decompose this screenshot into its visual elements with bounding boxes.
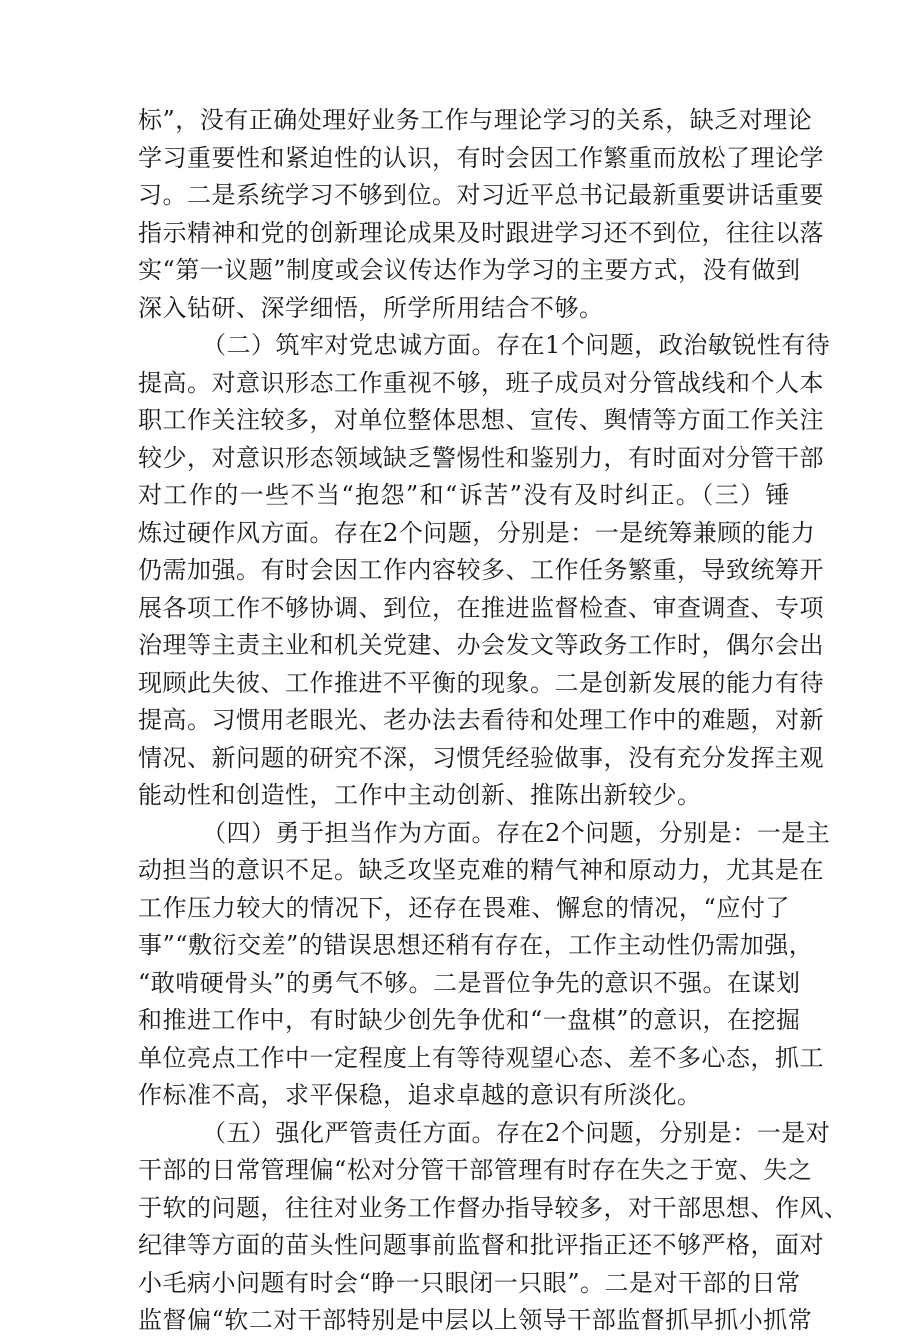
text-line: 和推进工作中，有时缺少创先争优和“一盘棋”的意识，在挖掘 [138, 1006, 801, 1034]
text-line: 事”“敷衍交差”的错误思想还稍有存在，工作主动性仍需加强， [138, 931, 814, 959]
text-line: 于软的问题，往往对业务工作督办指导较多，对干部思想、作风、 [138, 1193, 849, 1222]
text-line: （二）筑牢对党忠诚方面。存在1个问题，政治敏锐性有待 [202, 331, 831, 359]
text-line: 治理等主责主业和机关党建、办会发文等政务工作时，偶尔会出 [138, 631, 824, 659]
text-line: （五）强化严管责任方面。存在2个问题，分别是：一是对 [202, 1118, 831, 1147]
document-body [138, 102, 849, 1340]
text-line: 学习重要性和紧迫性的认识，有时会因工作繁重而放松了理论学 [138, 143, 824, 172]
text-line: 提高。习惯用老眼光、老办法去看待和处理工作中的难题，对新 [138, 706, 824, 734]
text-line: 对工作的一些不当“抱怨”和“诉苦”没有及时纠正。（三）锤 [138, 481, 790, 509]
text-line: 深入钻研、深学细悟，所学所用结合不够。 [138, 293, 604, 322]
text-line: 现顾此失彼、工作推进不平衡的现象。二是创新发展的能力有待 [138, 668, 824, 697]
text-line: 标”，没有正确处理好业务工作与理论学习的关系，缺乏对理论 [138, 106, 813, 134]
text-line: 能动性和创造性，工作中主动创新、推陈出新较少。 [138, 781, 702, 809]
text-line: 动担当的意识不足。缺乏攻坚克难的精气神和原动力，尤其是在 [138, 856, 824, 884]
text-line: 展各项工作不够协调、到位，在推进监督检查、审查调查、专项 [138, 593, 824, 622]
text-line: 提高。对意识形态工作重视不够，班子成员对分管战线和个人本 [138, 368, 824, 397]
text-line: 习。二是系统学习不够到位。对习近平总书记最新重要讲话重要 [138, 181, 824, 209]
text-line: 监督偏“软二对干部特别是中层以上领导干部监督抓早抓小抓常 [138, 1306, 813, 1334]
text-line: 单位亮点工作中一定程度上有等待观望心态、差不多心态，抓工 [138, 1043, 824, 1072]
text-line: 仍需加强。有时会因工作内容较多、工作任务繁重，导致统筹开 [138, 556, 824, 584]
text-line: 较少，对意识形态领域缺乏警惕性和鉴别力，有时面对分管干部 [138, 443, 824, 472]
text-line: “敢啃硬骨头”的勇气不够。二是晋位争先的意识不强。在谋划 [138, 968, 801, 997]
text-line: 炼过硬作风方面。存在2个问题，分别是：一是统筹兼顾的能力 [138, 518, 816, 547]
text-line: 实“第一议题”制度或会议传达作为学习的主要方式，没有做到 [138, 256, 801, 284]
text-line: 纪律等方面的苗头性问题事前监督和批评指正还不够严格，面对 [138, 1231, 824, 1259]
text-line: （四）勇于担当作为方面。存在2个问题，分别是：一是主 [202, 818, 831, 847]
text-line: 情况、新问题的研究不深，习惯凭经验做事，没有充分发挥主观 [138, 743, 824, 772]
text-line: 干部的日常管理偏“松对分管干部管理有时存在失之于宽、失之 [138, 1156, 813, 1184]
text-line: 指示精神和党的创新理论成果及时跟进学习还不到位，往往以落 [138, 218, 824, 247]
text-line: 作标准不高，求平保稳，追求卓越的意识有所淡化。 [138, 1081, 702, 1109]
text-line: 职工作关注较多，对单位整体思想、宣传、舆情等方面工作关注 [138, 406, 824, 434]
text-line: 小毛病小问题有时会“睁一只眼闭一只眼”。二是对干部的日常 [138, 1268, 801, 1297]
text-line: 工作压力较大的情况下，还存在畏难、懈怠的情况，“应付了 [138, 893, 790, 922]
